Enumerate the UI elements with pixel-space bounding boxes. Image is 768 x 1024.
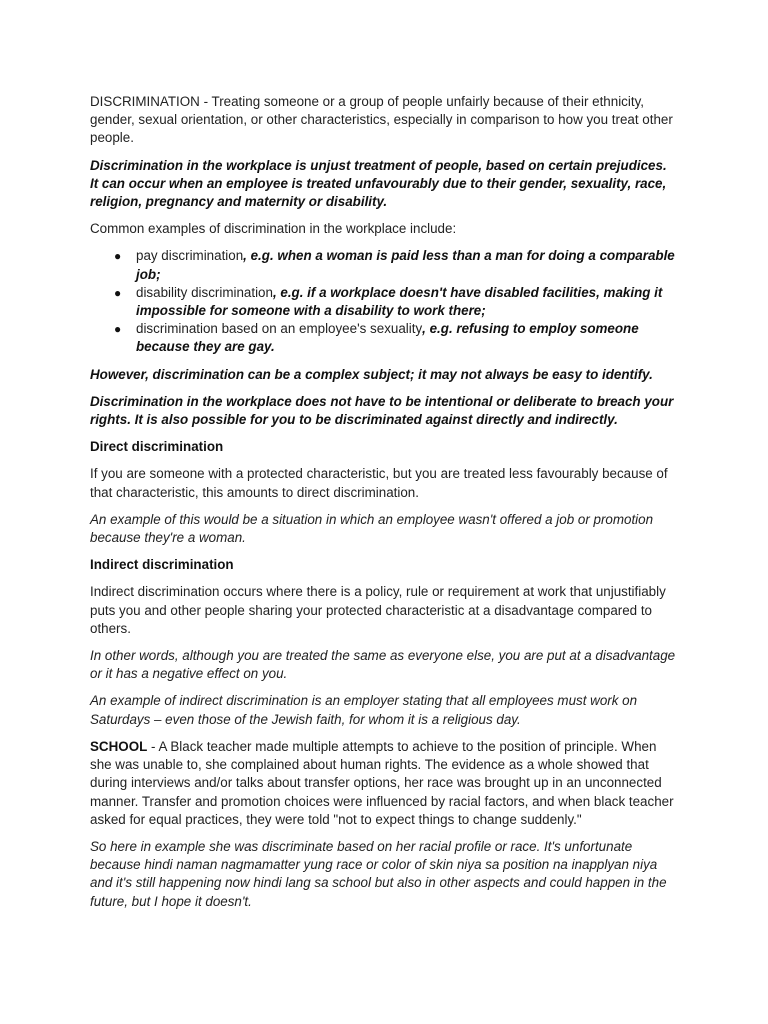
school-label: SCHOOL — [90, 738, 148, 754]
list-item — [90, 320, 678, 356]
workplace-definition: Discrimination in the workplace is unjust treatment of people, based on certain prejudices. It can occur when an employee is treated unfavourably due to their gender, sexuality, race, religion, pregnancy and maternity or disability. — [90, 157, 667, 210]
list-item — [90, 247, 678, 283]
complex-note: However, discrimination can be a complex subject; it may not always be easy to identify. — [90, 366, 653, 382]
school-body: - A Black teacher made multiple attempts to achieve to the position of principle. When she was unable to, she complained about human rights. The evidence as a whole showed that during interviews and/or talks about transfer options, her race was brought up in an unconnected manner. Transfer and promotion choices were influenced by racial factors, and when black teacher asked for equal practices, they were told "not to expect things to change suddenly." — [90, 738, 674, 827]
list-item — [90, 284, 678, 320]
examples-intro: Common examples of discrimination in the workplace include: — [90, 221, 457, 237]
indirect-other-words: In other words, although you are treated the same as everyone else, you are put at a disadvantage or it has a negative effect on you. — [90, 648, 676, 682]
direct-body: If you are someone with a protected characteristic, but you are treated less favourably because of that characteristic, this amounts to direct discrimination. — [90, 466, 668, 500]
indirect-example: An example of indirect discrimination is an employer stating that all employees must work on Saturdays – even those of the Jewish faith, for whom it is a religious day. — [90, 693, 638, 727]
examples-list — [90, 247, 678, 356]
bullet-icon: ● — [114, 322, 122, 337]
intro-definition: - Treating someone or a group of people unfairly because of their ethnicity, gender, sexual orientation, or other characteristics, especially in comparison to how you treat other people. — [90, 94, 673, 146]
example-bold: , e.g. refusing to employ someone because they are gay. — [136, 321, 639, 355]
example-plain: disability discrimination — [136, 284, 273, 300]
bullet-icon: ● — [114, 249, 122, 264]
intent-note: Discrimination in the workplace does not have to be intentional or deliberate to breach your rights. It is also possible for you to be discriminated against directly and indirectly. — [90, 393, 674, 428]
intro-term: DISCRIMINATION — [90, 94, 200, 109]
example-plain: pay discrimination — [136, 248, 244, 264]
example-bold: , e.g. when a woman is paid less than a man for doing a comparable job; — [136, 248, 675, 282]
intro-paragraph — [90, 93, 678, 148]
direct-heading: Direct discrimination — [90, 439, 224, 455]
example-bold: , e.g. if a workplace doesn't have disabled facilities, making it impossible for someone with a disability to work there; — [136, 284, 663, 319]
indirect-heading: Indirect discrimination — [90, 557, 234, 573]
indirect-body: Indirect discrimination occurs where there is a policy, rule or requirement at work that unjustifiably puts you and other people sharing your protected characteristic at a disadvantage compared to others. — [90, 584, 666, 636]
school-reflection: So here in example she was discriminate based on her racial profile or race. It's unfortunate because hindi naman nagmamatter yung race or color of skin niya sa position na inapplyan niya and it's still happening now hindi lang sa school but also in other aspects and could happen in the future, but I hope it doesn't. — [90, 838, 667, 909]
school-paragraph — [90, 738, 678, 829]
bullet-icon: ● — [114, 285, 122, 300]
direct-example: An example of this would be a situation in which an employee wasn't offered a job or promotion because they're a woman. — [90, 511, 654, 546]
example-plain: discrimination based on an employee's sexuality — [136, 321, 423, 337]
